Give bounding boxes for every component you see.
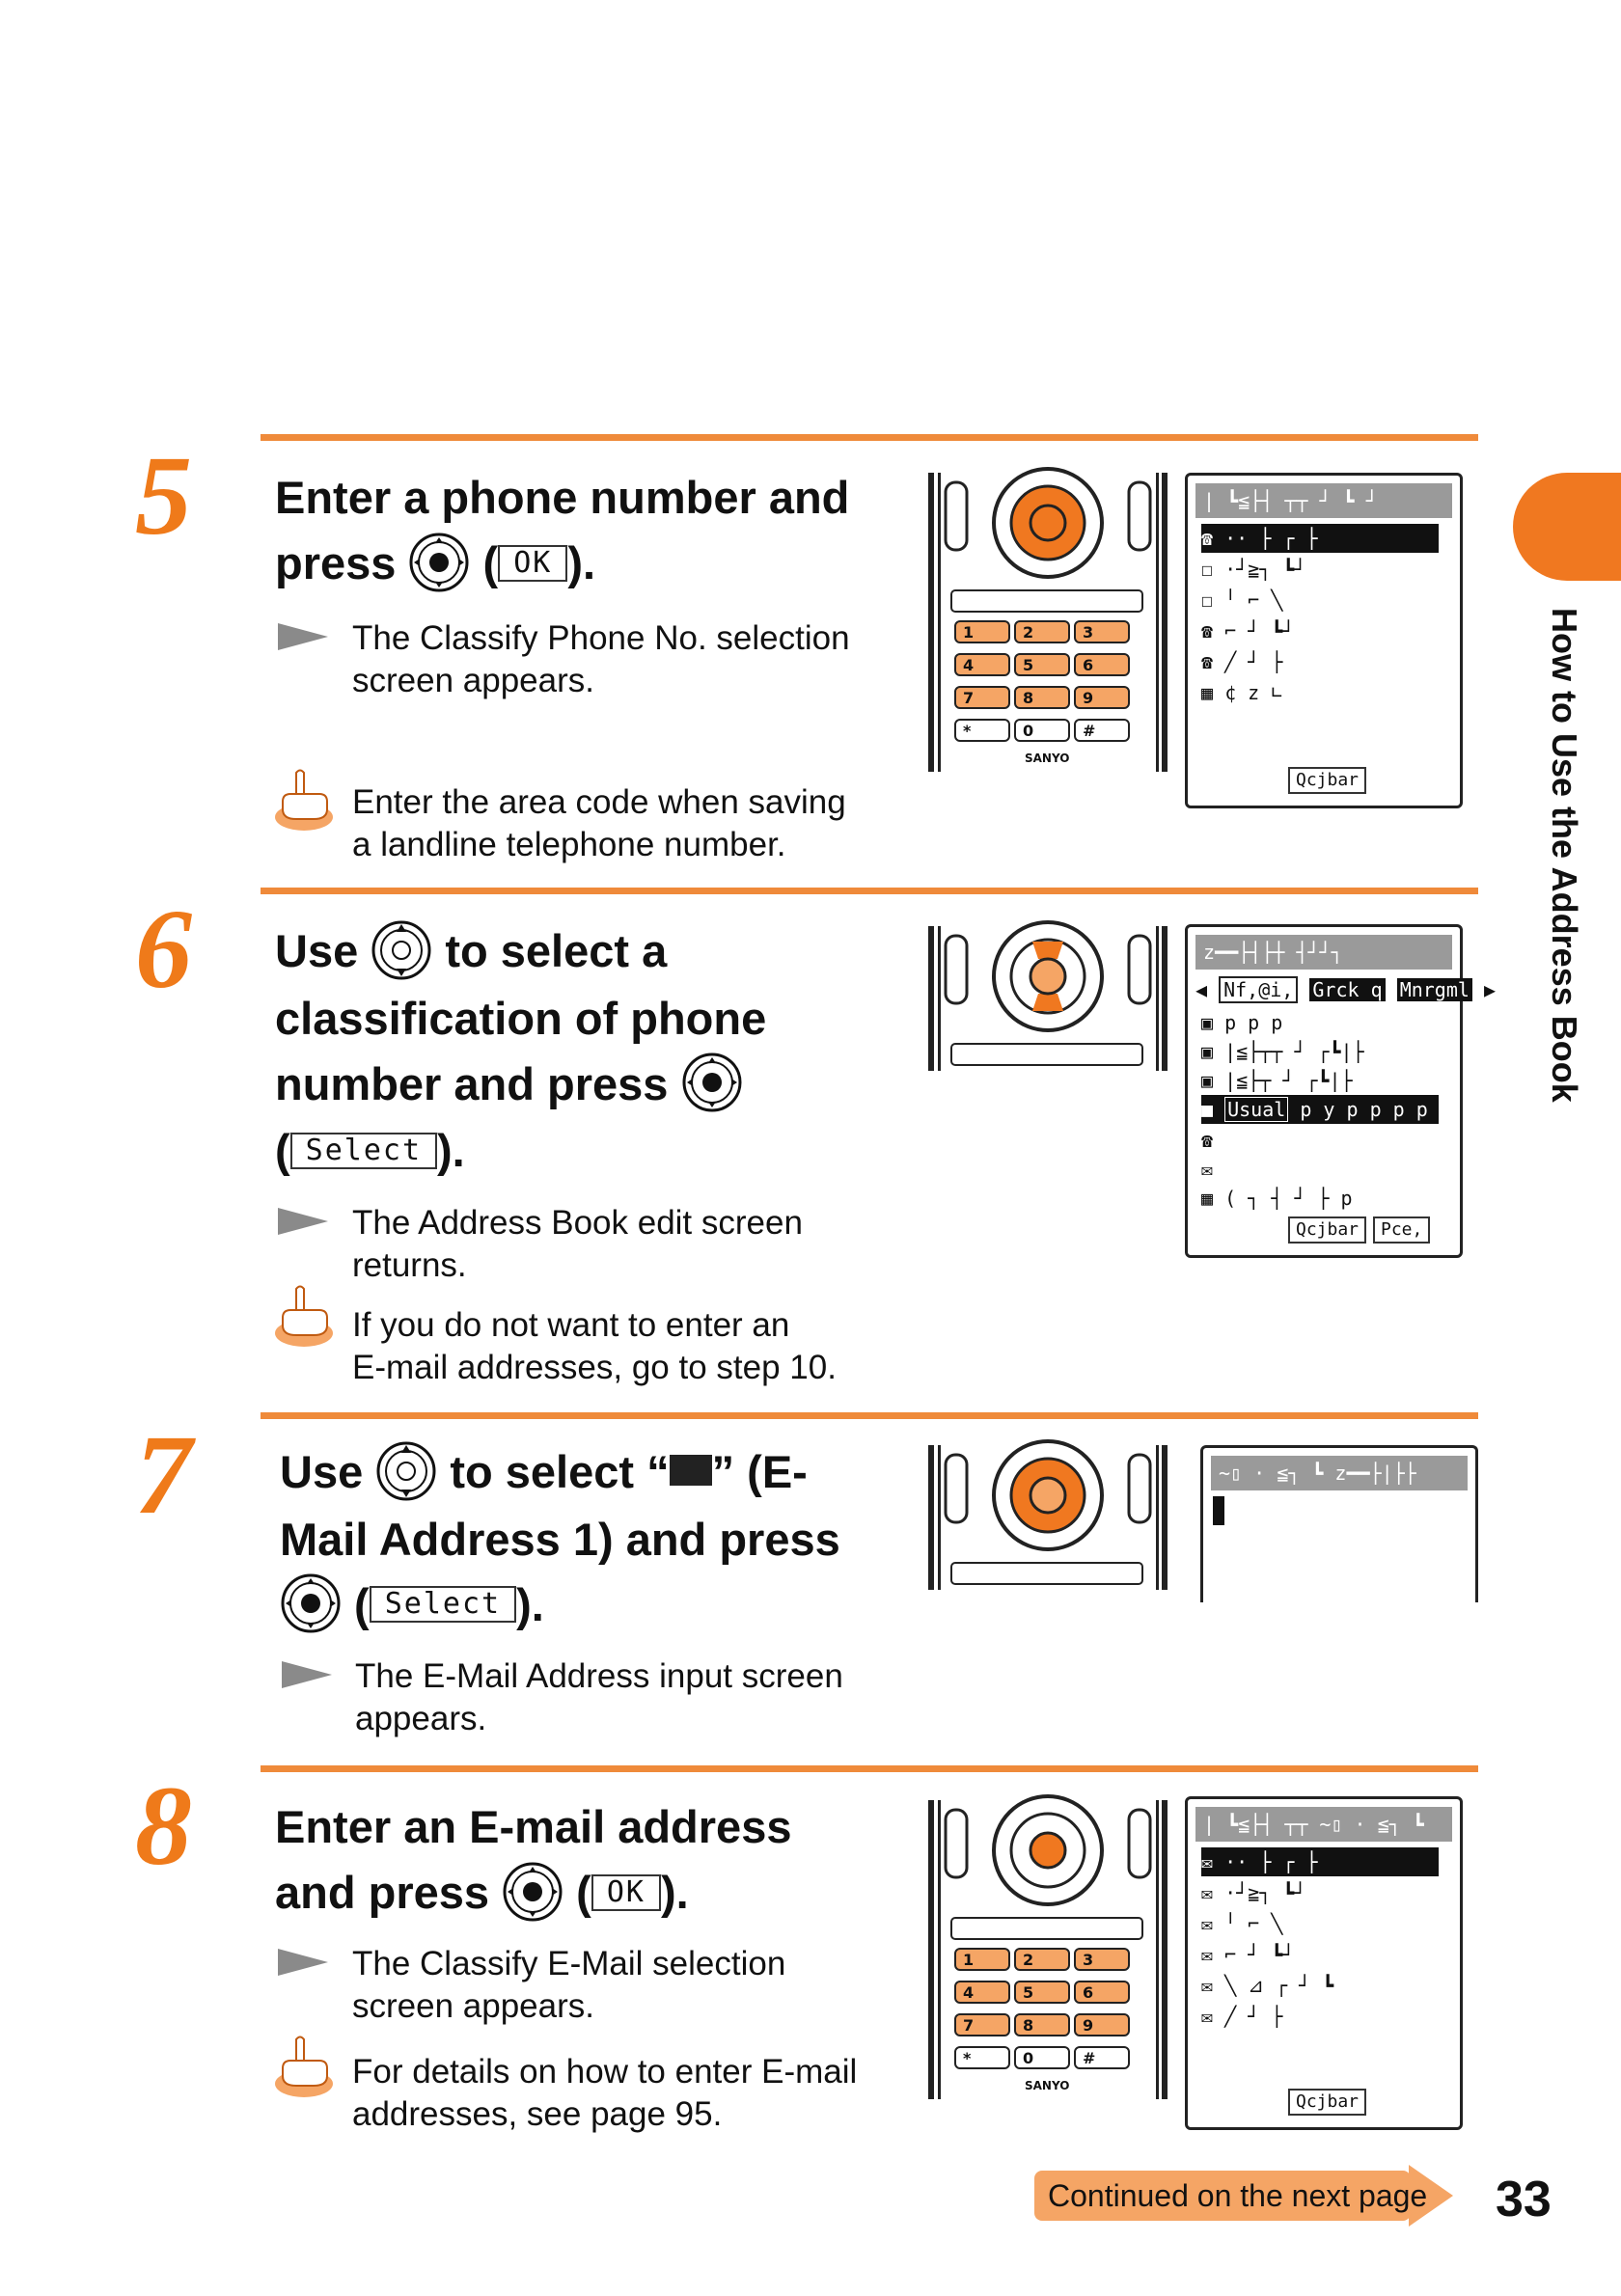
step-5-result: The Classify Phone No. selection screen appears.: [352, 619, 850, 699]
step-6-tip: If you do not want to enter an E-mail addresses, go to step 10.: [352, 1306, 837, 1386]
result-arrow-icon: [278, 1208, 328, 1235]
list-item: ✉ ⌐ ┘ ┗┘: [1201, 1943, 1295, 1966]
screen-classify-phone: [1185, 473, 1463, 808]
screen-email-input: [1200, 1445, 1478, 1602]
step-6-result: The Address Book edit screen returns.: [352, 1204, 803, 1284]
list-item: ✉ ╲ ⊿ ┌ ┘ ┗: [1201, 1974, 1334, 1997]
svg-text:#: #: [1083, 722, 1096, 740]
text-cursor: [1213, 1496, 1224, 1525]
svg-text:0: 0: [1023, 2049, 1034, 2067]
screen-title-bar: | ┗≦├┤ ┬┬ ┘ ┗ ┘: [1195, 483, 1452, 518]
screen-title-bar: z━━├┤├┼ ┤┘┘┐: [1195, 935, 1452, 970]
screen-classify-email: [1185, 1796, 1463, 2130]
step-8-tip: For details on how to enter E-mail addresses, see page 95.: [352, 2053, 858, 2133]
center-key-icon: [280, 1572, 342, 1634]
list-item: ✉ ╵ ⌐ ╲: [1201, 1912, 1283, 1935]
svg-text:#: #: [1083, 2049, 1096, 2067]
screen-title-bar: | ┗≦├┤ ┬┬ ~▯ · ≦┐ ┗: [1195, 1807, 1452, 1842]
phone-keypad-illustration: [926, 1800, 1169, 2109]
list-item-selected: ■ Usual p y p p p p q L L L L: [1201, 1095, 1439, 1124]
result-arrow-icon: [282, 1661, 332, 1688]
step-5-title: Enter a phone number and press ( OK ).: [275, 465, 873, 598]
section-tab: [1513, 473, 1621, 581]
list-item: ✉: [1201, 1158, 1214, 1181]
list-item: ☐ ╵ ⌐ ╲: [1201, 588, 1283, 612]
svg-text:2: 2: [1023, 623, 1034, 642]
select-softkey-label: Select: [370, 1586, 516, 1623]
tab-3[interactable]: Mnrgml: [1397, 978, 1472, 1001]
center-key-icon: [502, 1861, 563, 1923]
svg-text:6: 6: [1083, 1983, 1094, 2002]
tab-left-arrow-icon[interactable]: ◀: [1195, 978, 1208, 1001]
page-number: 33: [1496, 2172, 1552, 2228]
screen-softkey: Qcjbar: [1288, 767, 1366, 794]
step-5-tip: Enter the area code when saving a landline telephone number.: [352, 783, 846, 863]
step-5-number: 5: [135, 432, 192, 559]
svg-text:0: 0: [1023, 722, 1034, 740]
list-item: ▣ p p p: [1201, 1011, 1283, 1034]
svg-text:6: 6: [1083, 656, 1094, 674]
list-item: ☐ ·┘≧┐ ┗┘: [1201, 558, 1306, 581]
svg-text:8: 8: [1023, 2016, 1034, 2035]
step-5-rule: [261, 434, 1478, 441]
svg-text:*: *: [963, 2049, 972, 2067]
step-8-number: 8: [135, 1763, 192, 1889]
phone-selector-illustration: [926, 926, 1169, 1080]
email-address-1-icon: [670, 1455, 712, 1486]
tab-strip: [1195, 975, 1496, 1004]
list-item: ☎: [1201, 1129, 1214, 1152]
step-7-title: Use to select “ ” (E- Mail Address 1) and press ( Select ).: [280, 1439, 878, 1639]
usual-badge: Usual: [1224, 1097, 1288, 1122]
ok-softkey-label: OK: [498, 545, 567, 582]
list-item: ✉ ╱ ┘ ├: [1201, 2005, 1283, 2028]
continued-banner: [1034, 2171, 1459, 2221]
pointing-hand-icon: [273, 1283, 335, 1349]
svg-text:4: 4: [963, 656, 975, 674]
list-item: ✉ ·· ├ ┌ ├: [1201, 1847, 1439, 1876]
multi-selector-icon: [371, 919, 432, 981]
screen-title-bar: ~▯ · ≦┐ ┗ z━━├|├├: [1211, 1456, 1468, 1490]
step-7-result: The E-Mail Address input screen appears.: [355, 1657, 843, 1737]
continued-label: Continued on the next page: [1048, 2178, 1428, 2213]
pointing-hand-icon: [273, 767, 335, 833]
svg-text:1: 1: [963, 623, 975, 642]
list-item: ✉ ·┘≧┐ ┗┘: [1201, 1881, 1306, 1904]
step-8-rule: [261, 1765, 1478, 1772]
tab-2[interactable]: Grck q: [1309, 978, 1385, 1001]
svg-text:2: 2: [1023, 1951, 1034, 1969]
screen-softkey: Qcjbar: [1288, 2089, 1366, 2116]
tab-right-arrow-icon[interactable]: ▶: [1483, 978, 1497, 1001]
result-arrow-icon: [278, 623, 328, 650]
screen-address-edit: [1185, 924, 1545, 1258]
list-item: ▣ |≦├┬┬ ┘ ┌┗|├: [1201, 1040, 1364, 1063]
step-8-title: Enter an E-mail address and press ( OK ).: [275, 1794, 873, 1927]
tab-1[interactable]: Nf,@i,: [1219, 976, 1298, 1003]
section-label: How to Use the Address Book: [1545, 608, 1584, 1103]
center-key-icon: [681, 1052, 743, 1113]
svg-text:9: 9: [1083, 689, 1094, 707]
list-item: ☎ ⌐ ┘ ┗┘: [1201, 619, 1295, 642]
svg-text:7: 7: [963, 2016, 975, 2035]
brand-label: SANYO: [1025, 2079, 1070, 2092]
ok-softkey-label: OK: [591, 1874, 661, 1911]
svg-text:5: 5: [1023, 656, 1034, 674]
phone-keypad-illustration: [926, 473, 1169, 781]
brand-label: SANYO: [1025, 752, 1070, 765]
list-item: ▦ ( ┐ ┤ ┘ ├ p: [1201, 1187, 1353, 1210]
svg-text:9: 9: [1083, 2016, 1094, 2035]
svg-text:1: 1: [963, 1951, 975, 1969]
screen-softkey-right: Pce,: [1373, 1216, 1430, 1244]
pointing-hand-icon: [273, 2034, 335, 2099]
list-item: ▣ |≦├┬ ┘ ┌┗|├: [1201, 1069, 1353, 1092]
multi-selector-icon: [375, 1440, 437, 1502]
step-7-number: 7: [135, 1411, 192, 1538]
list-item: ☎ ·· ├ ┌ ├: [1201, 524, 1439, 553]
step-8-result: The Classify E-Mail selection screen appears.: [352, 1945, 786, 2025]
svg-text:8: 8: [1023, 689, 1034, 707]
svg-text:7: 7: [963, 689, 975, 707]
step-7-rule: [261, 1412, 1478, 1419]
svg-text:3: 3: [1083, 1951, 1094, 1969]
svg-text:3: 3: [1083, 623, 1094, 642]
step-6-title: Use to select a classification of phone number and press ( Select ).: [275, 918, 873, 1184]
svg-text:5: 5: [1023, 1983, 1034, 2002]
select-softkey-label: Select: [290, 1133, 437, 1169]
screen-softkey-left: Qcjbar: [1288, 1216, 1366, 1244]
svg-text:*: *: [963, 722, 972, 740]
step-6-rule: [261, 888, 1478, 894]
list-item: ☎ ╱ ┘ ├: [1201, 650, 1283, 673]
phone-selector-illustration: [926, 1445, 1169, 1599]
svg-text:4: 4: [963, 1983, 975, 2002]
list-item: ▦ ¢ z ∟: [1201, 681, 1283, 704]
result-arrow-icon: [278, 1949, 328, 1976]
step-6-number: 6: [135, 886, 192, 1012]
center-key-icon: [408, 532, 470, 593]
